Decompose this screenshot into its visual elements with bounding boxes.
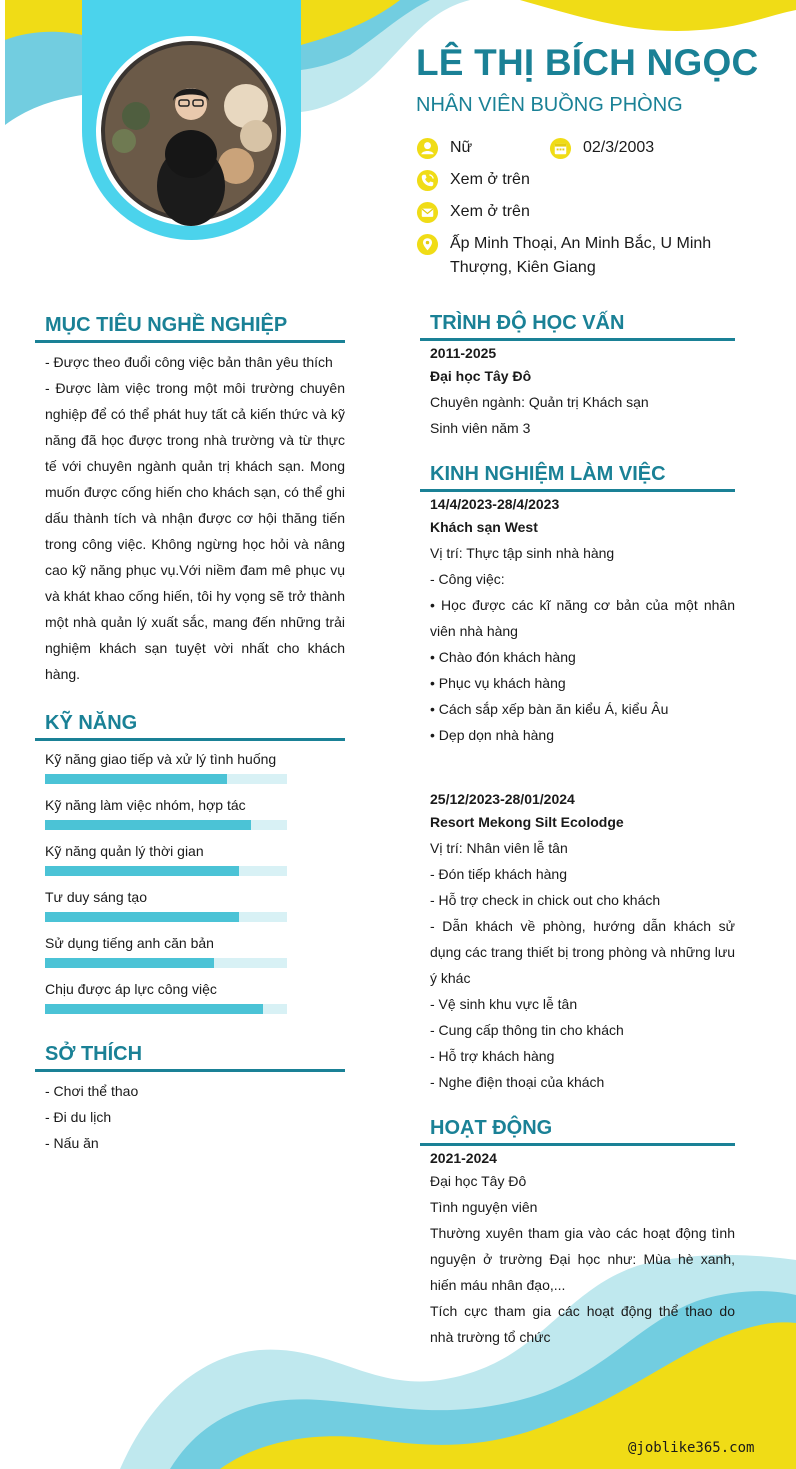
phone-value: Xem ở trên <box>450 171 530 188</box>
skill-bar <box>45 958 287 968</box>
education-period: 2011-2025 <box>430 345 497 361</box>
job-line: - Dẫn khách về phòng, hướng dẫn khách sử dụng các trang thiết bị trong phòng và những lưu ý khác <box>430 918 735 986</box>
job-line: • Phục vụ khách hàng <box>430 675 566 691</box>
skill-bar-fill <box>45 820 251 830</box>
job-line: • Dẹp dọn nhà hàng <box>430 727 555 743</box>
person-icon <box>416 137 439 160</box>
info-gender <box>416 137 546 161</box>
education-line: Sinh viên năm 3 <box>430 420 531 436</box>
job-company: Khách sạn West <box>430 519 538 535</box>
skill-label: Kỹ năng làm việc nhóm, hợp tác <box>45 797 246 813</box>
job-line: - Đón tiếp khách hàng <box>430 866 567 882</box>
objective-line: - Được làm việc trong một môi trường chuyên nghiệp để có thể phát huy tất cả kiến thức và kỹ năng đã học được trong nhà trường và từ thực tế với chuyên ngành quản trị khách sạn. Mong muốn được cống hiến cho khách sạn, có thể ghi dấu thành tích và nhận được cơ hội thăng tiến trong công việc. Không ngừng học hỏi và nâng cao kỹ năng phục vụ.Với niềm đam mê phục vụ và khát khao cống hiến, tôi hy vọng sẽ trở thành một nhà quản lý xuất sắc, mang đến những trải nghiệm khách sạn tuyệt vời nhất cho khách hàng. <box>45 380 345 682</box>
skill-bar <box>45 866 287 876</box>
skill-label: Sử dụng tiếng anh căn bản <box>45 935 214 951</box>
skill-bar <box>45 820 287 830</box>
job-line: • Cách sắp xếp bàn ăn kiểu Á, kiểu Âu <box>430 701 669 717</box>
hobby-item: - Đi du lịch <box>45 1109 112 1125</box>
info-address <box>416 233 736 281</box>
skill-label: Kỹ năng quản lý thời gian <box>45 843 204 859</box>
job-line: • Chào đón khách hàng <box>430 649 576 665</box>
job-line: Vị trí: Nhân viên lễ tân <box>430 840 568 856</box>
skill-bar-fill <box>45 866 239 876</box>
skill-item <box>45 980 287 998</box>
skill-bar-fill <box>45 774 227 784</box>
job-company: Resort Mekong Silt Ecolodge <box>430 814 624 830</box>
skill-item <box>45 842 287 860</box>
address-value: Ấp Minh Thoại, An Minh Bắc, U Minh Thượng, Kiên Giang <box>450 235 712 276</box>
skill-bar <box>45 774 287 784</box>
profile-photo <box>96 36 286 226</box>
skill-item <box>45 934 287 952</box>
job-line: Vị trí: Thực tập sinh nhà hàng <box>430 545 615 561</box>
info-phone <box>416 169 616 193</box>
skills-title: KỸ NĂNG <box>45 712 138 734</box>
info-birthdate <box>549 137 699 161</box>
job-line: - Nghe điện thoại của khách <box>430 1074 605 1090</box>
job-line: - Công việc: <box>430 571 505 587</box>
education-title: TRÌNH ĐỘ HỌC VẤN <box>430 312 625 334</box>
job-line: - Vệ sinh khu vực lễ tân <box>430 996 578 1012</box>
activities-entry <box>430 1146 735 1350</box>
info-email <box>416 201 616 225</box>
envelope-icon <box>416 201 439 224</box>
birthdate-value: 02/3/2003 <box>583 139 655 156</box>
email-value: Xem ở trên <box>450 203 530 220</box>
activities-line: Tích cực tham gia các hoạt động thể thao do nhà trường tổ chức <box>430 1303 735 1345</box>
objective-line: - Được theo đuổi công việc bản thân yêu thích <box>45 354 333 370</box>
activities-line: Thường xuyên tham gia vào các hoạt động tình nguyện ở trường Đại học như: Mùa hè xanh, hiến máu nhân đạo,... <box>430 1225 735 1293</box>
hobbies-divider <box>35 1069 345 1072</box>
experience-job <box>430 787 735 1095</box>
candidate-role: NHÂN VIÊN BUỒNG PHÒNG <box>416 94 683 116</box>
skills-divider <box>35 738 345 741</box>
job-period: 25/12/2023-28/01/2024 <box>430 791 575 807</box>
job-line: - Hỗ trợ khách hàng <box>430 1048 555 1064</box>
skill-item <box>45 750 287 768</box>
calendar-icon <box>549 137 572 160</box>
activities-line: Đại học Tây Đô <box>430 1173 527 1189</box>
skill-bar-fill <box>45 1004 263 1014</box>
objective-title: MỤC TIÊU NGHỀ NGHIỆP <box>45 314 288 336</box>
skill-bar <box>45 1004 287 1014</box>
skill-bar <box>45 912 287 922</box>
hobbies-list <box>45 1078 345 1156</box>
skill-label: Tư duy sáng tạo <box>45 889 147 905</box>
hobby-item: - Chơi thể thao <box>45 1083 139 1099</box>
objective-text <box>45 349 345 687</box>
candidate-name: LÊ THỊ BÍCH NGỌC <box>416 42 759 83</box>
skill-item <box>45 796 287 814</box>
gender-value: Nữ <box>450 139 473 156</box>
skill-label: Chịu được áp lực công việc <box>45 981 217 997</box>
skill-item <box>45 888 287 906</box>
activities-title: HOẠT ĐỘNG <box>430 1117 553 1139</box>
experience-job <box>430 492 735 748</box>
watermark: @joblike365.com <box>628 1440 755 1456</box>
experience-title: KINH NGHIỆM LÀM VIỆC <box>430 463 666 485</box>
objective-divider <box>35 340 345 343</box>
job-line: - Hỗ trợ check in chick out cho khách <box>430 892 661 908</box>
education-school: Đại học Tây Đô <box>430 368 532 384</box>
education-entry <box>430 341 735 441</box>
job-line: - Cung cấp thông tin cho khách <box>430 1022 624 1038</box>
hobbies-title: SỞ THÍCH <box>45 1043 143 1065</box>
skill-bar-fill <box>45 958 214 968</box>
skill-bar-fill <box>45 912 239 922</box>
activities-line: Tình nguyện viên <box>430 1199 538 1215</box>
education-line: Chuyên ngành: Quản trị Khách sạn <box>430 394 649 410</box>
location-pin-icon <box>416 233 439 256</box>
hobby-item: - Nấu ăn <box>45 1135 99 1151</box>
job-line: • Học được các kĩ năng cơ bản của một nhân viên nhà hàng <box>430 597 735 639</box>
activities-period: 2021-2024 <box>430 1150 497 1166</box>
phone-icon <box>416 169 439 192</box>
skill-label: Kỹ năng giao tiếp và xử lý tình huống <box>45 751 277 767</box>
job-period: 14/4/2023-28/4/2023 <box>430 496 560 512</box>
